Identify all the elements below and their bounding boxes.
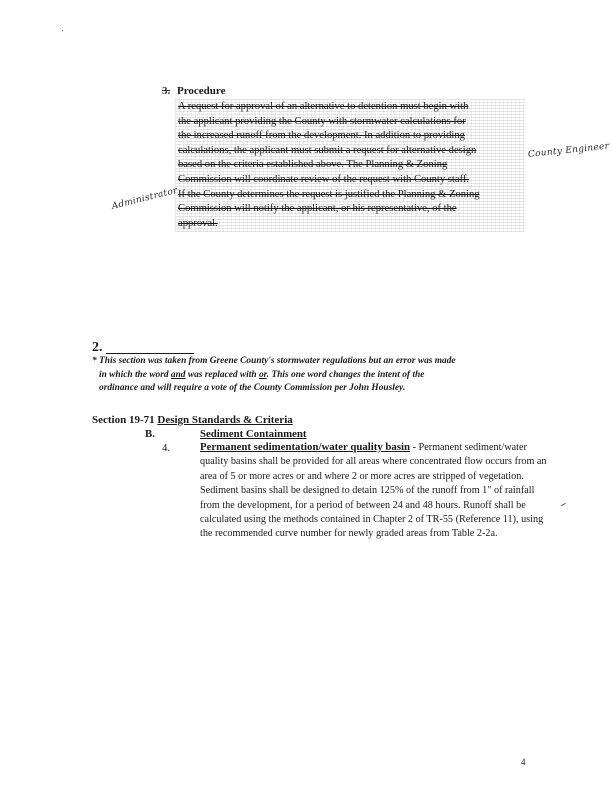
footnote-line: [92, 369, 504, 383]
section-2-number: 2.: [92, 340, 103, 355]
procedure-line: calculations, the applicant must submit a request for alternative design: [178, 144, 477, 156]
footnote-or-word: or: [258, 369, 267, 380]
section-title: Design Standards & Criteria: [157, 414, 293, 426]
scan-speck: [62, 30, 63, 31]
footnote-text: in which the word: [99, 369, 171, 380]
footnote-text: . This one word changes the intent of the: [266, 369, 425, 380]
procedure-line: based on the criteria established above. The Planning & Zoning: [178, 159, 448, 171]
procedure-line: the applicant providing the County with stormwater calculations for: [178, 115, 466, 127]
subsection-b-title: Sediment Containment: [200, 428, 307, 440]
item-4-number: 4.: [162, 442, 171, 454]
section-19-71-heading: [92, 414, 293, 426]
scan-mark: [561, 503, 566, 506]
procedure-line: the increased runoff from the development. In addition to providing: [178, 130, 465, 142]
footnote-text: ordinance and will require a vote of the County Commission per John Housley.: [99, 383, 406, 393]
procedure-line: approval.: [178, 217, 218, 229]
item-4-paragraph: [200, 440, 550, 542]
procedure-line: Commission will coordinate review of the request with County staff.: [178, 173, 470, 185]
procedure-line: If the County determines the request is justified the Planning & Zoning: [178, 188, 480, 200]
section-2-blank-line: [106, 353, 194, 354]
procedure-heading: [162, 85, 225, 97]
handwritten-annotation-administrator: Administrator: [110, 185, 179, 212]
section-number: Section 19-71: [92, 414, 158, 426]
section-2-footnote: [92, 355, 504, 396]
footnote-line: [92, 382, 504, 396]
footnote-and-word: and: [170, 369, 186, 380]
item-4-body: - Permanent sediment/water quality basins shall be provided for all areas where concentrated flow occurs from an area of 5 or more acres or and where 2 or more acres are stripped of vegetation. Sediment basins shall be designed to detain 125% of the runoff from 1" of rainfall from the development, for a period of between 24 and 48 hours. Runoff shall be calculated using the methods contained in Chapter 2 of TR-55 (Reference 11), using the recommended curve number for newly graded areas from Table 2-2a.: [200, 442, 547, 540]
footnote-line: * This section was taken from Greene County's stormwater regulations but an error was made: [92, 356, 456, 366]
item-4-title: Permanent sedimentation/water quality basin: [200, 441, 411, 453]
procedure-line: Commission will notify the applicant, or his representative, of the: [178, 203, 457, 215]
handwritten-annotation-county-engineer: County Engineer: [527, 141, 610, 160]
procedure-title: Procedure: [177, 85, 226, 97]
procedure-line: A request for approval of an alternative to detention must begin with: [178, 101, 469, 112]
footnote-text: was replaced with: [185, 369, 259, 380]
procedure-struck-paragraph: [178, 100, 522, 231]
subsection-b-letter: B.: [145, 428, 155, 440]
page-number: 4: [521, 757, 526, 767]
procedure-number: 3.: [162, 85, 171, 97]
